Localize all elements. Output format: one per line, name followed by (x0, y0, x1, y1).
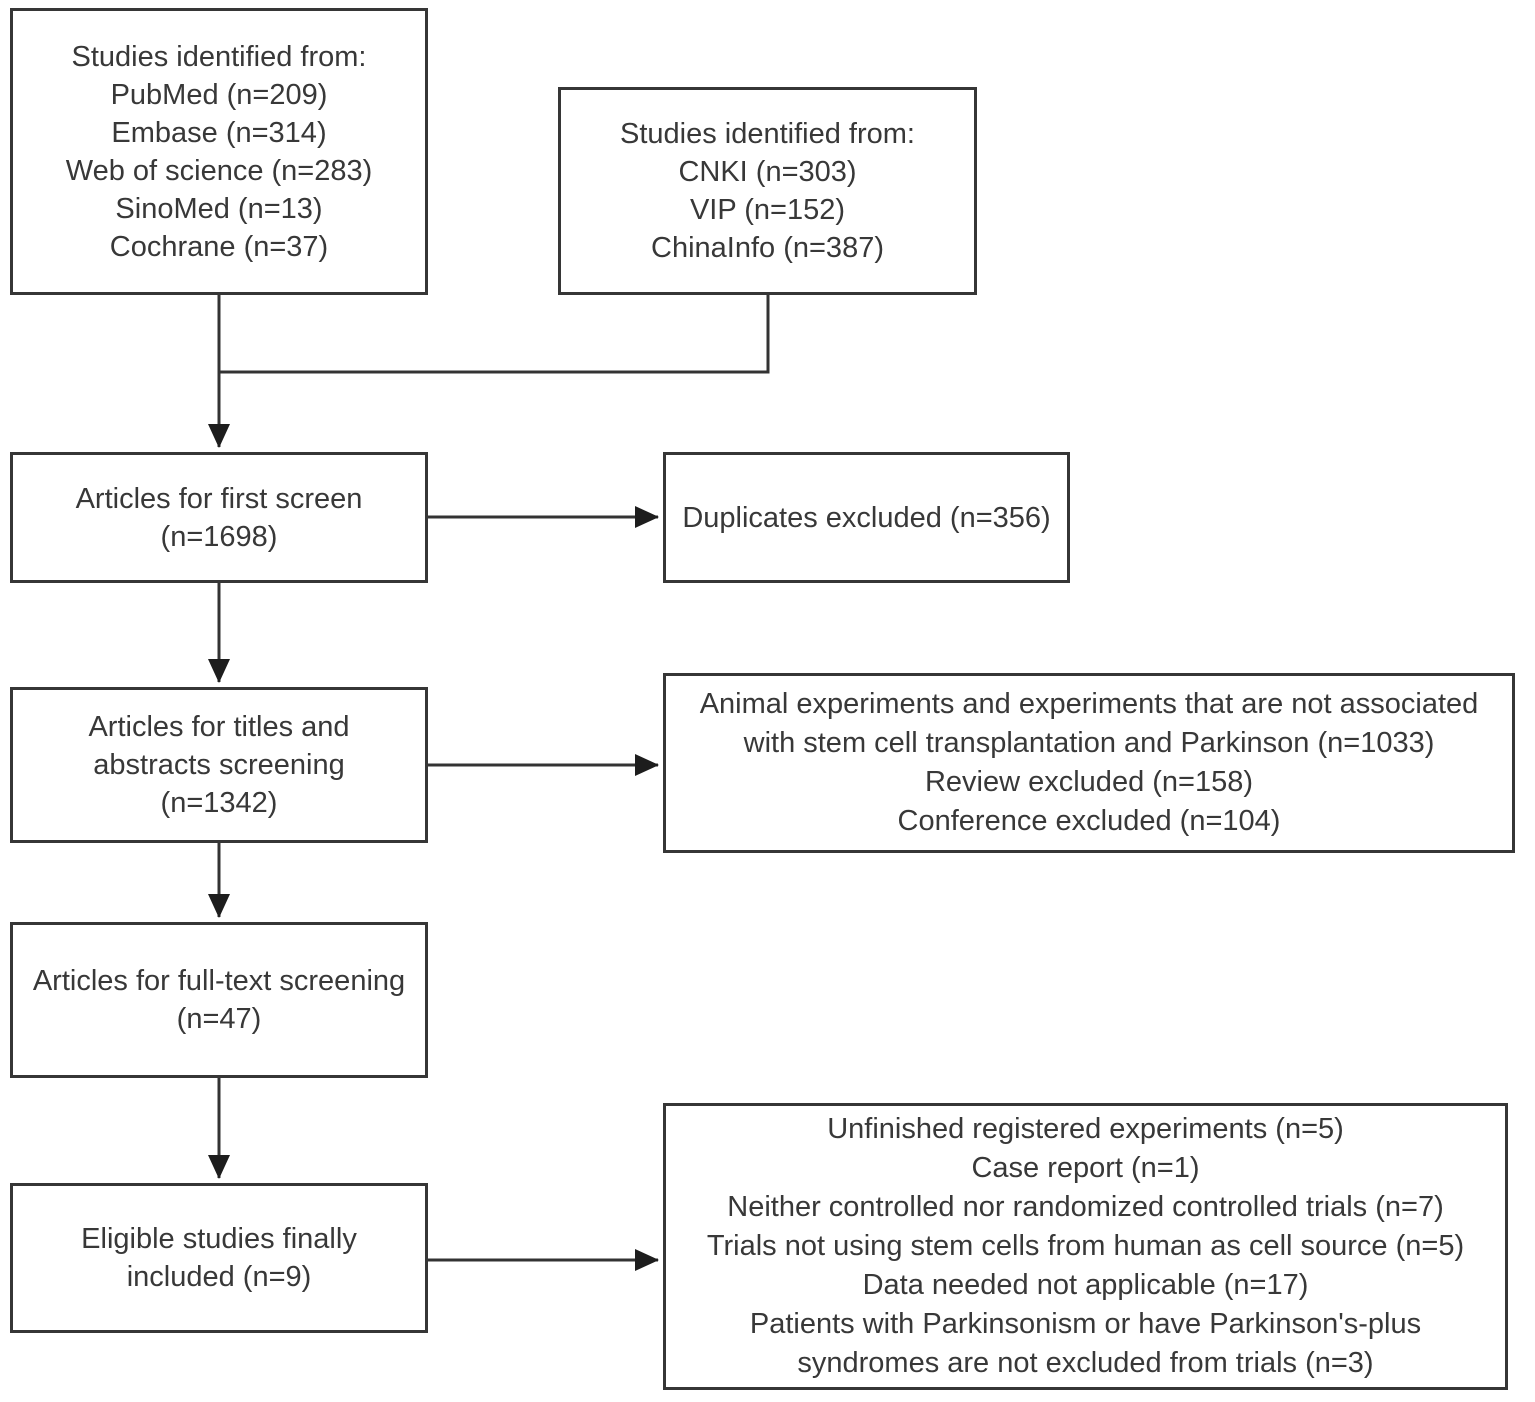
text-line: Data needed not applicable (n=17) (862, 1269, 1309, 1301)
box-sources-international (10, 8, 428, 295)
text-line: ChinaInfo (n=387) (651, 232, 884, 264)
box-duplicates-excluded (663, 452, 1070, 583)
text-line: (n=47) (176, 1003, 262, 1035)
text-line: Trials not using stem cells from human as cell source (n=5) (706, 1230, 1465, 1262)
text-line: CNKI (n=303) (678, 156, 857, 188)
connector-chinese-sources-join (219, 295, 768, 372)
text-line: abstracts screening (93, 749, 345, 781)
box-full-text-screening (10, 922, 428, 1078)
box-title-abstract-screening (10, 687, 428, 843)
text-line: Neither controlled nor randomized controlled trials (n=7) (727, 1191, 1444, 1223)
text-line: Studies identified from: (71, 40, 367, 73)
box-full-text-exclusions (663, 1103, 1508, 1390)
text-line: VIP (n=152) (689, 194, 846, 226)
text-line: PubMed (n=209) (110, 78, 328, 111)
box-sources-chinese (558, 87, 977, 295)
box-eligible-included (10, 1183, 428, 1333)
text-line: Case report (n=1) (971, 1152, 1200, 1184)
text-line: Web of science (n=283) (65, 154, 373, 187)
text-line: Review excluded (n=158) (924, 766, 1254, 798)
text-line: Cochrane (n=37) (109, 230, 329, 263)
text-line: Embase (n=314) (111, 116, 327, 149)
text-line: Duplicates excluded (n=356) (682, 501, 1051, 534)
text-line: Articles for first screen (75, 482, 363, 515)
text-line: included (n=9) (126, 1261, 312, 1293)
text-line: SinoMed (n=13) (115, 192, 323, 225)
text-line: syndromes are not excluded from trials (n=3) (797, 1347, 1374, 1379)
text-line: Unfinished registered experiments (n=5) (827, 1113, 1344, 1145)
text-line: Articles for titles and (88, 711, 350, 743)
text-line: Articles for full-text screening (32, 965, 406, 997)
box-first-screen (10, 452, 428, 583)
text-line: Studies identified from: (620, 118, 915, 150)
text-line: (n=1698) (160, 520, 278, 553)
text-line: (n=1342) (160, 787, 278, 819)
box-title-abstract-exclusions (663, 673, 1515, 853)
text-line: Animal experiments and experiments that are not associated (699, 688, 1479, 720)
text-line: Eligible studies finally (81, 1223, 357, 1255)
text-line: Conference excluded (n=104) (897, 805, 1281, 837)
text-line: with stem cell transplantation and Parkinson (n=1033) (743, 727, 1435, 759)
text-line: Patients with Parkinsonism or have Parkinson's-plus (749, 1308, 1422, 1340)
